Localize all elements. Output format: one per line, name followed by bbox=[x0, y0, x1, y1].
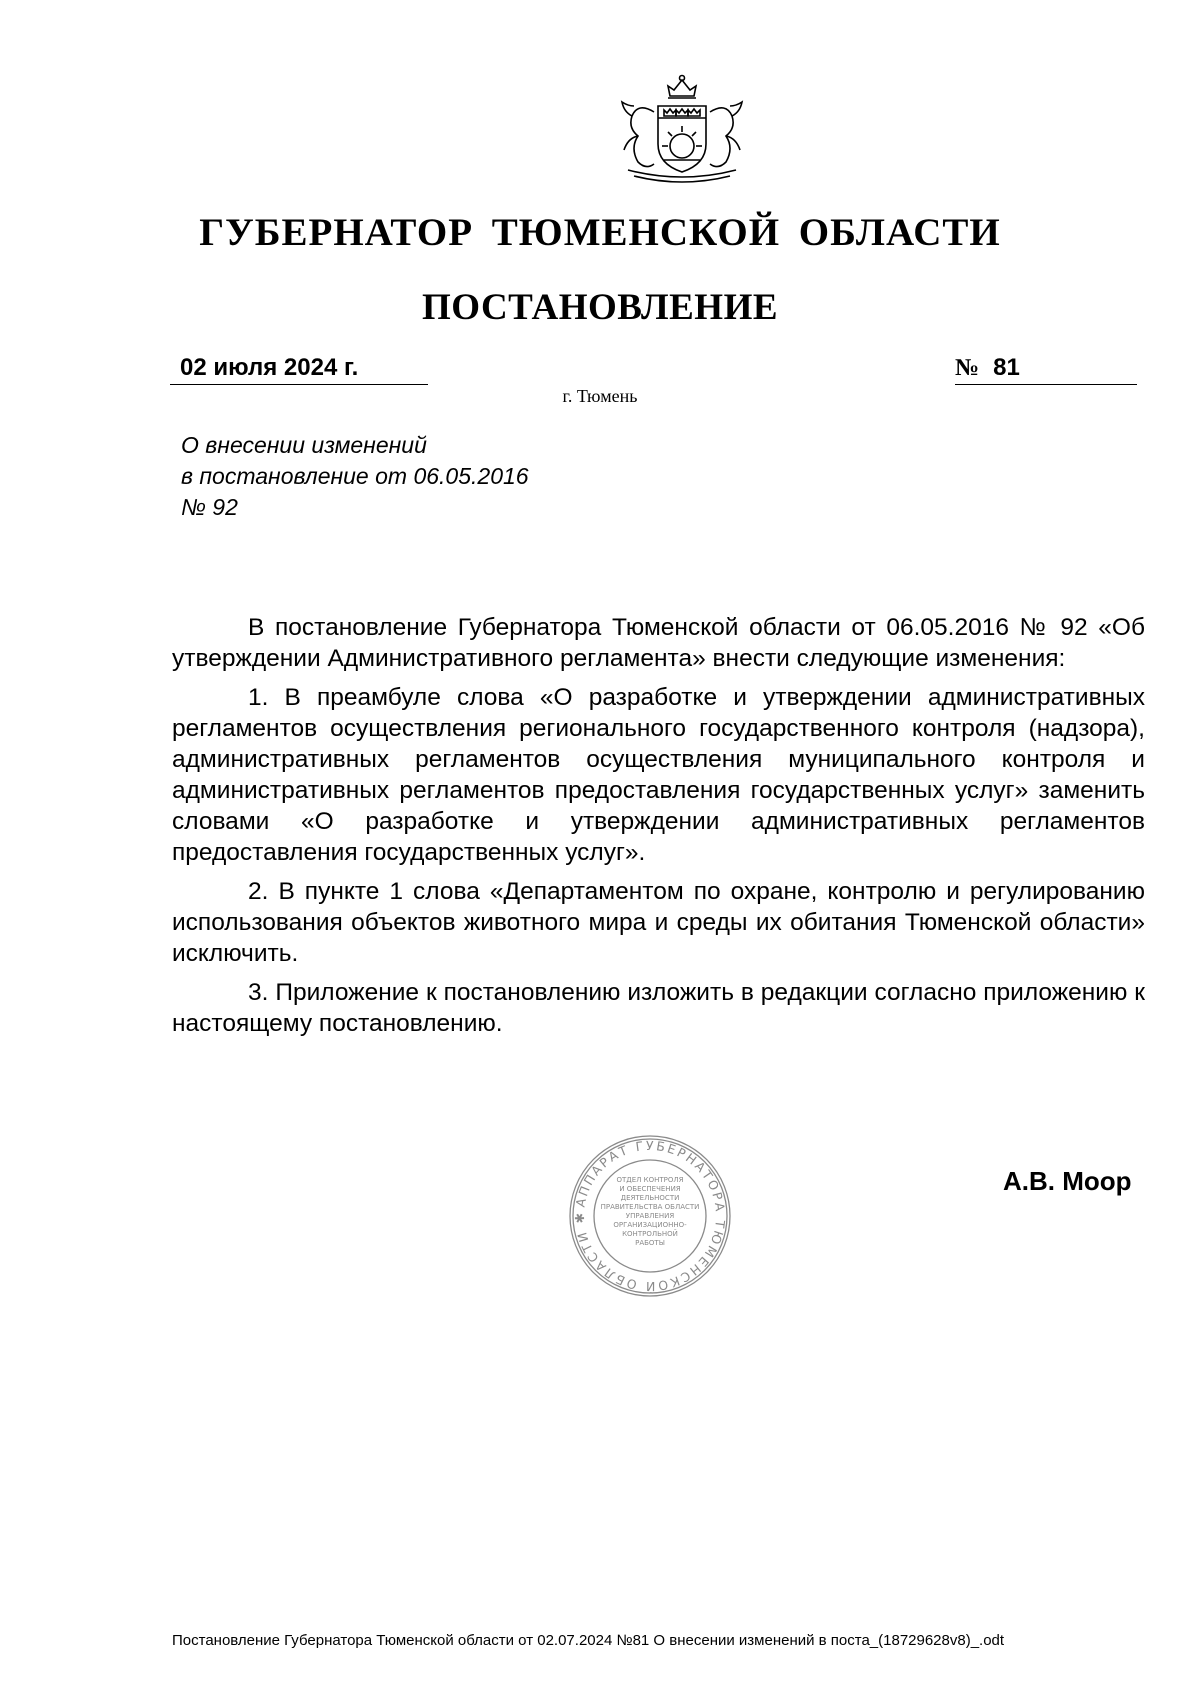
body-item-1: 1. В преамбуле слова «О разработке и утверждении административных регламентов осуществления регионального государственного контроля (надзора), административных регламентов осуществления муниципального контроля и административных регламентов предоставления государственных услуг» заменить словами «О разработке и утверждении административных регламентов предоставления государственных услуг». bbox=[172, 684, 1145, 866]
document-number: 81 bbox=[993, 354, 1020, 381]
issuing-city: г. Тюмень bbox=[562, 386, 638, 406]
document-subject bbox=[181, 430, 529, 523]
svg-text:И ОБЕСПЕЧЕНИЯ: И ОБЕСПЕЧЕНИЯ bbox=[619, 1185, 681, 1193]
body-item-2: 2. В пункте 1 слова «Департаментом по охране, контролю и регулированию использования объектов животного мира и среды их обитания Тюменской области» исключить. bbox=[172, 878, 1145, 967]
subject-line: О внесении изменений bbox=[181, 432, 427, 458]
svg-text:ОТДЕЛ КОНТРОЛЯ: ОТДЕЛ КОНТРОЛЯ bbox=[616, 1176, 684, 1184]
number-sign: № bbox=[955, 355, 980, 381]
svg-text:ПРАВИТЕЛЬСТВА ОБЛАСТИ: ПРАВИТЕЛЬСТВА ОБЛАСТИ bbox=[600, 1203, 700, 1211]
body-item-3: 3. Приложение к постановлению изложить в редакции согласно приложению к настоящему постановлению. bbox=[172, 979, 1145, 1037]
svg-text:КОНТРОЛЬНОЙ: КОНТРОЛЬНОЙ bbox=[622, 1230, 678, 1238]
body-intro-paragraph: В постановление Губернатора Тюменской области от 06.05.2016 № 92 «Об утверждении Административного регламента» внести следующие изменения: bbox=[172, 614, 1145, 672]
svg-text:ОРГАНИЗАЦИОННО-: ОРГАНИЗАЦИОННО- bbox=[613, 1221, 687, 1229]
footer-file-reference: Постановление Губернатора Тюменской области от 02.07.2024 №81 О внесении изменений в поста_(18729628v8)_.odt bbox=[172, 1632, 1005, 1649]
svg-text:УПРАВЛЕНИЯ: УПРАВЛЕНИЯ bbox=[625, 1212, 675, 1220]
svg-text:ДЕЯТЕЛЬНОСТИ: ДЕЯТЕЛЬНОСТИ bbox=[620, 1194, 680, 1202]
coat-of-arms-emblem bbox=[598, 72, 766, 184]
document-type-title: ПОСТАНОВЛЕНИЕ bbox=[421, 287, 779, 328]
signatory-name: А.В. Моор bbox=[1003, 1166, 1132, 1196]
subject-line: в постановление от 06.05.2016 bbox=[181, 463, 529, 489]
official-seal-stamp bbox=[566, 1132, 734, 1300]
issuing-authority-title: ГУБЕРНАТОР ТЮМЕНСКОЙ ОБЛАСТИ bbox=[199, 211, 1001, 254]
svg-text:РАБОТЫ: РАБОТЫ bbox=[635, 1239, 665, 1247]
subject-line: № 92 bbox=[181, 494, 238, 520]
document-body bbox=[172, 612, 1145, 1047]
document-date: 02 июля 2024 г. bbox=[170, 354, 428, 385]
document-number-field bbox=[955, 354, 1137, 385]
svg-text:АППАРАТ ГУБЕРНАТОРА ТЮМЕНСКОЙ: АППАРАТ ГУБЕРНАТОРА ТЮМЕНСКОЙ ОБЛАСТИ ✱ bbox=[571, 1137, 729, 1295]
